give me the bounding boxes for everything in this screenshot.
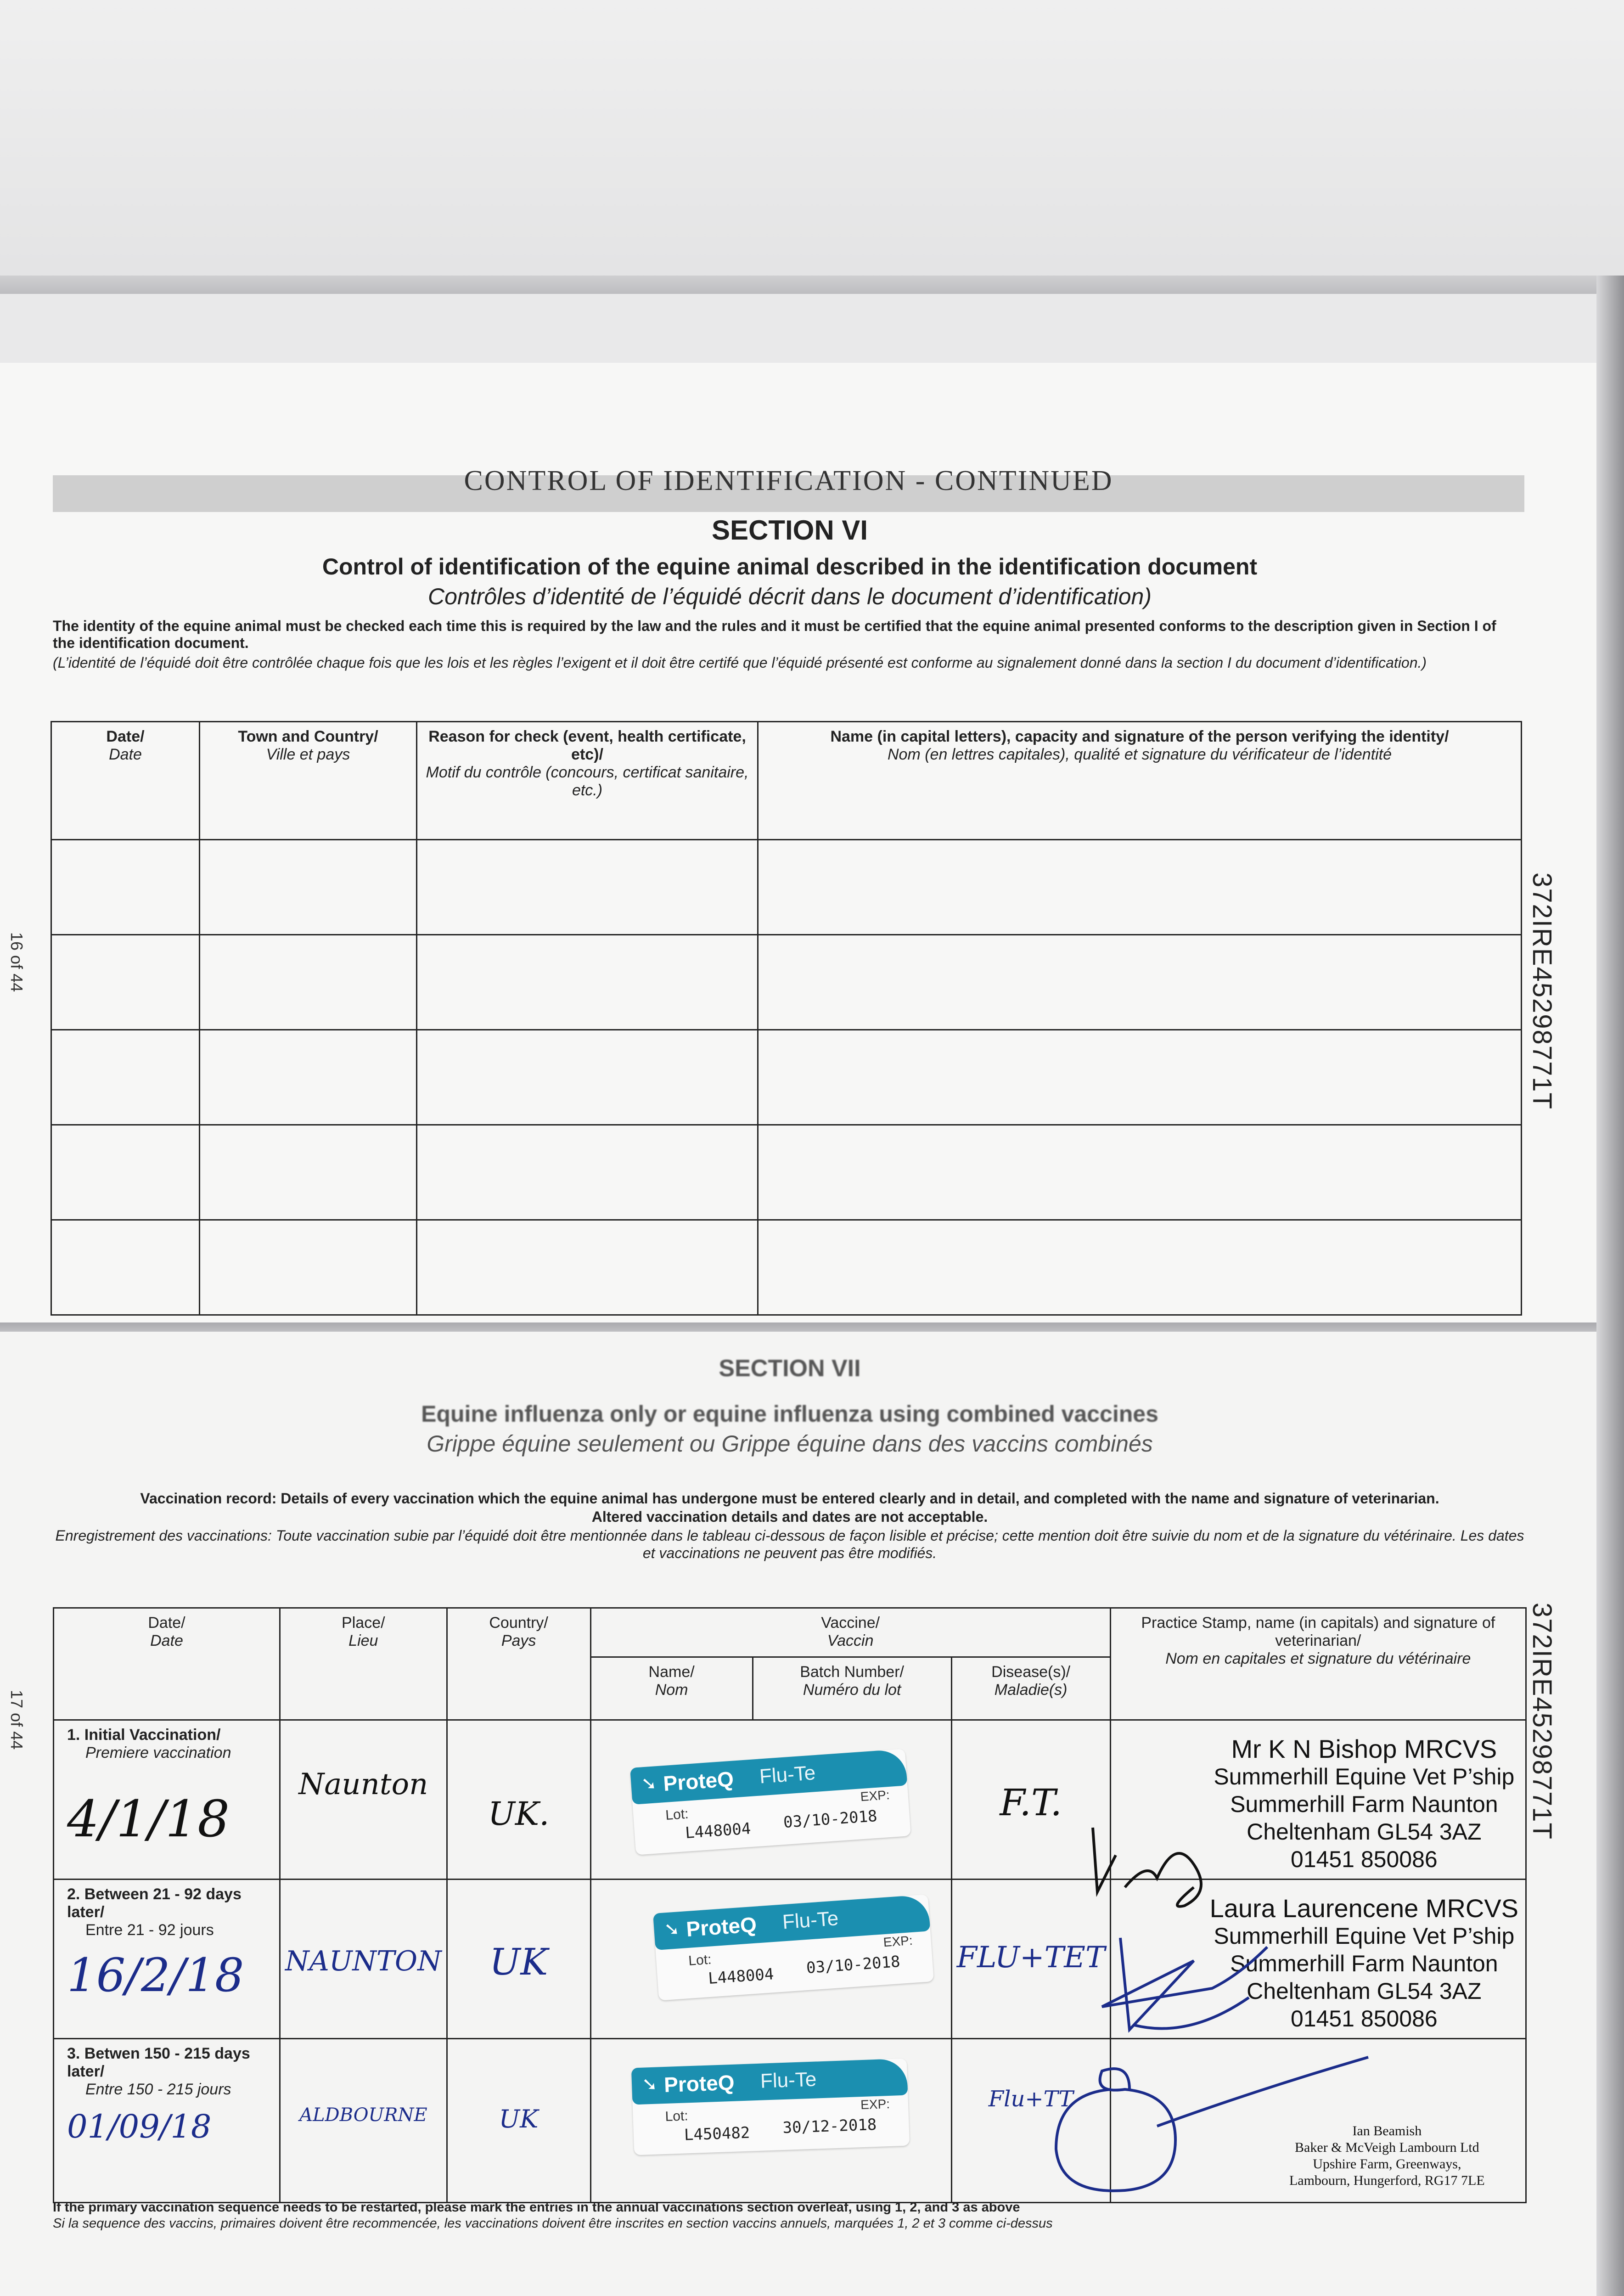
section-subtitle-en: Equine influenza only or equine influenza using combined vaccines: [421, 1401, 1158, 1427]
cell: [200, 1125, 417, 1220]
stamp-line: Summerhill Equine Vet P’ship: [1214, 1764, 1515, 1790]
section-subtitle-fr: Contrôles d’identité de l’équidé décrit dans le document d’identification): [428, 584, 1152, 609]
cell: [51, 935, 200, 1030]
arrow-icon: ➘: [641, 2074, 658, 2095]
header-label: Practice Stamp, name (in capitals) and signature of veterinarian/: [1141, 1614, 1495, 1649]
cell: [758, 1030, 1522, 1125]
stamp-line: Summerhill Equine Vet P’ship: [1214, 1923, 1515, 1949]
cell: [417, 840, 758, 935]
cell: [200, 935, 417, 1030]
header-label: Vaccine/: [821, 1614, 880, 1632]
lot-number: L448004: [684, 1819, 752, 1843]
handwritten-disease: FLU+TET: [956, 1941, 1105, 1975]
handwritten-country: UK: [489, 1941, 548, 1983]
vaccine-label-cell: [590, 1720, 951, 1880]
handwritten-place: NAUNTON: [285, 1945, 442, 1977]
header-label: Date/: [148, 1614, 185, 1632]
col-country: [447, 1608, 590, 1720]
exp-label: EXP:: [860, 2096, 890, 2112]
col-vaccine-name: [590, 1657, 753, 1720]
passport-id-vertical: 372IRE45298771T: [1527, 872, 1557, 1110]
header-label: Country/: [489, 1614, 548, 1632]
col-vaccine: [590, 1608, 1110, 1657]
vaccination-row: [54, 1720, 1526, 1880]
arrow-icon: ➘: [663, 1919, 680, 1940]
header-label: Disease(s)/: [991, 1663, 1071, 1681]
vaccine-sticker: [653, 1894, 934, 2000]
header-label-fr: Nom: [655, 1681, 688, 1699]
intro-en: The identity of the equine animal must be checked each time this is required by the law and the rules and it must be certified that the equine animal presented conforms to the description given in Section I of the identification document.: [53, 618, 1496, 651]
cell: [200, 840, 417, 935]
handwritten-date: 16/2/18: [67, 1948, 244, 2002]
page-number: 17 of 44: [7, 1690, 26, 1750]
booklet-edge: [1596, 276, 1624, 2296]
header-label-fr: Numéro du lot: [803, 1681, 901, 1699]
col-verifier: [758, 722, 1522, 840]
stamp-line: Cheltenham GL54 3AZ: [1247, 1978, 1482, 2004]
table-row: [51, 935, 1522, 1030]
header-label-fr: Lieu: [348, 1632, 378, 1649]
cell: [51, 1220, 200, 1315]
cell: [51, 1030, 200, 1125]
cell: [758, 935, 1522, 1030]
stamp-line: Summerhill Farm Naunton: [1230, 1951, 1498, 1976]
vaccination-row: [54, 1880, 1526, 2039]
handwritten-country: UK: [499, 2105, 539, 2133]
identification-table: [51, 721, 1522, 1316]
record-en-2: Altered vaccination details and dates are not acceptable.: [591, 1508, 988, 1525]
handwritten-place: Naunton: [298, 1767, 428, 1801]
record-en: Vaccination record: Details of every vaccination which the equine animal has undergone must be entered clearly and in detail, and completed with the name and signature of veterinarian.: [140, 1490, 1439, 1507]
passport-id-vertical: 372IRE45298771T: [1527, 1603, 1557, 1840]
cell: [417, 1125, 758, 1220]
stamp-line: Summerhill Farm Naunton: [1230, 1791, 1498, 1817]
row-label-fr: Entre 21 - 92 jours: [85, 1921, 214, 1939]
expiry-date: 03/10-2018: [782, 1806, 878, 1832]
place-cell: [280, 1880, 447, 2039]
stamp-line: Lambourn, Hungerford, RG17 7LE: [1289, 2173, 1485, 2188]
cell: [758, 840, 1522, 935]
vet-name: Mr K N Bishop MRCVS: [1231, 1734, 1497, 1763]
exp-label: EXP:: [882, 1933, 913, 1950]
header-label-fr: Pays: [501, 1632, 536, 1649]
table-row: [51, 1220, 1522, 1315]
lot-label: Lot:: [687, 1952, 712, 1969]
signature-2: [1074, 1919, 1304, 2048]
cell: [51, 840, 200, 935]
vaccine-sticker: [630, 1749, 911, 1855]
cover-edge: [0, 276, 1624, 294]
place-cell: [280, 1720, 447, 1880]
country-cell: [447, 1720, 590, 1880]
handwritten-country: UK.: [488, 1795, 550, 1833]
handwritten-date: 01/09/18: [67, 2108, 212, 2145]
handwritten-disease: F.T.: [1000, 1781, 1062, 1824]
stamp-line: Upshire Farm, Greenways,: [1313, 2156, 1461, 2172]
col-place: [280, 1608, 447, 1720]
cell: [200, 1030, 417, 1125]
vaccine-product: Flu-Te: [781, 1907, 839, 1934]
header-label-fr: Vaccin: [827, 1632, 874, 1649]
section-heading: SECTION VI: [711, 515, 868, 546]
header-label: Reason for check (event, health certificate, etc)/: [428, 728, 746, 763]
page-title: CONTROL OF IDENTIFICATION - CONTINUED: [464, 465, 1113, 496]
date-cell: [54, 1720, 280, 1880]
row-label: 1. Initial Vaccination/: [67, 1726, 221, 1744]
section-heading: SECTION VII: [719, 1355, 861, 1382]
col-stamp: [1110, 1608, 1526, 1720]
intro-fr: (L’identité de l’équidé doit être contrôlée chaque fois que les lois et les règles l’exigent et il doit être certifé que l’équidé présenté est conforme au signalement donné dans la section I du document d’identification.): [53, 654, 1427, 671]
row-label-fr: Premiere vaccination: [85, 1744, 231, 1761]
page-number: 16 of 44: [7, 932, 26, 992]
signature-3: [1038, 2053, 1387, 2204]
header-label-fr: Maladie(s): [994, 1681, 1068, 1699]
stamp-line: Cheltenham GL54 3AZ: [1247, 1819, 1482, 1845]
col-disease: [951, 1657, 1110, 1720]
footer: [53, 2200, 1545, 2232]
col-town-country: [200, 722, 417, 840]
header-label-fr: Date: [150, 1632, 183, 1649]
cell: [417, 1220, 758, 1315]
date-cell: [54, 1880, 280, 2039]
vaccine-brand: ProteQ: [662, 1767, 735, 1796]
vaccine-sticker: [631, 2059, 909, 2155]
table-row: [51, 840, 1522, 935]
background-top: [0, 0, 1624, 294]
lot-label: Lot:: [664, 1806, 689, 1823]
expiry-date: 30/12-2018: [782, 2115, 877, 2138]
col-date: [54, 1608, 280, 1720]
vet-name: Ian Beamish: [1352, 2123, 1422, 2138]
country-cell: [447, 2039, 590, 2203]
table-row: [51, 1030, 1522, 1125]
vaccine-brand: ProteQ: [685, 1912, 758, 1941]
cell: [200, 1220, 417, 1315]
lot-number: L448004: [707, 1965, 775, 1988]
handwritten-disease: Flu+TT: [988, 2086, 1073, 2112]
vaccine-label-cell: [590, 1880, 951, 2039]
handwritten-date: 4/1/18: [67, 1790, 230, 1848]
vaccine-product: Flu-Te: [759, 2068, 817, 2093]
table-header-row: [54, 1608, 1526, 1657]
country-cell: [447, 1880, 590, 2039]
header-label: Name/: [648, 1663, 695, 1681]
date-cell: [54, 2039, 280, 2203]
vaccine-product: Flu-Te: [759, 1761, 816, 1788]
footer-fr: Si la sequence des vaccins, primaires doivent être recommencée, les vaccinations doivent être inscrites en section vaccins annuels, marquées 1, 2 et 3 comme ci-dessus: [53, 2216, 1053, 2231]
cell: [758, 1125, 1522, 1220]
exp-label: EXP:: [860, 1787, 890, 1804]
section-subtitle-en: Control of identification of the equine animal described in the identification document: [322, 554, 1258, 580]
cell: [51, 1125, 200, 1220]
section-subtitle-fr: Grippe équine seulement ou Grippe équine dans des vaccins combinés: [427, 1431, 1153, 1457]
vaccine-label-cell: [590, 2039, 951, 2203]
table-row: [51, 1125, 1522, 1220]
stamp-line: 01451 850086: [1290, 2006, 1438, 2032]
header-label-fr: Date: [109, 746, 142, 763]
stamp-line: Baker & McVeigh Lambourn Ltd: [1295, 2140, 1479, 2155]
row-label: 3. Betwen 150 - 215 days later/: [67, 2045, 250, 2080]
vet-name: Laura Laurencene MRCVS: [1209, 1894, 1519, 1923]
header-label-fr: Nom en capitales et signature du vétérinaire: [1165, 1650, 1471, 1667]
vaccine-brand: ProteQ: [663, 2070, 735, 2097]
header-label-fr: Ville et pays: [266, 746, 350, 763]
cell: [758, 1220, 1522, 1315]
record-fr: Enregistrement des vaccinations: Toute vaccination subie par l’équidé doit être mentionnée dans le tableau ci-dessous de façon lisible et précise; cette mention doit être suivie du nom et de la signature du vétérinaire. Les dates et vaccinations ne peuvent pas être modifiés.: [55, 1527, 1524, 1561]
signature-1: [1084, 1800, 1249, 1915]
footer-en: If the primary vaccination sequence needs to be restarted, please mark the entries in the annual vaccinations section overleaf, using 1, 2, and 3 as above: [53, 2200, 1020, 2215]
stamp-line: 01451 850086: [1290, 1846, 1438, 1872]
lot-number: L450482: [683, 2123, 750, 2144]
cell: [417, 935, 758, 1030]
header-label: Date/: [106, 728, 145, 745]
row-label-fr: Entre 150 - 215 jours: [85, 2081, 231, 2098]
header-label: Place/: [342, 1614, 385, 1632]
handwritten-place: ALDBOURNE: [299, 2105, 427, 2126]
expiry-date: 03/10-2018: [805, 1952, 901, 1978]
header-label-fr: Motif du contrôle (concours, certificat sanitaire, etc.): [426, 764, 749, 799]
place-cell: [280, 2039, 447, 2203]
table-header-row: [51, 722, 1522, 840]
header-label: Name (in capital letters), capacity and signature of the person verifying the identity/: [830, 728, 1449, 745]
arrow-icon: ➘: [640, 1773, 657, 1795]
cell: [417, 1030, 758, 1125]
lot-label: Lot:: [664, 2108, 688, 2125]
col-batch: [753, 1657, 951, 1720]
header-label: Batch Number/: [800, 1663, 904, 1681]
col-date: [51, 722, 200, 840]
header-label-fr: Nom (en lettres capitales), qualité et signature du vérificateur de l’identité: [887, 746, 1392, 763]
header-label: Town and Country/: [238, 728, 378, 745]
col-reason: [417, 722, 758, 840]
row-label: 2. Between 21 - 92 days later/: [67, 1885, 242, 1921]
